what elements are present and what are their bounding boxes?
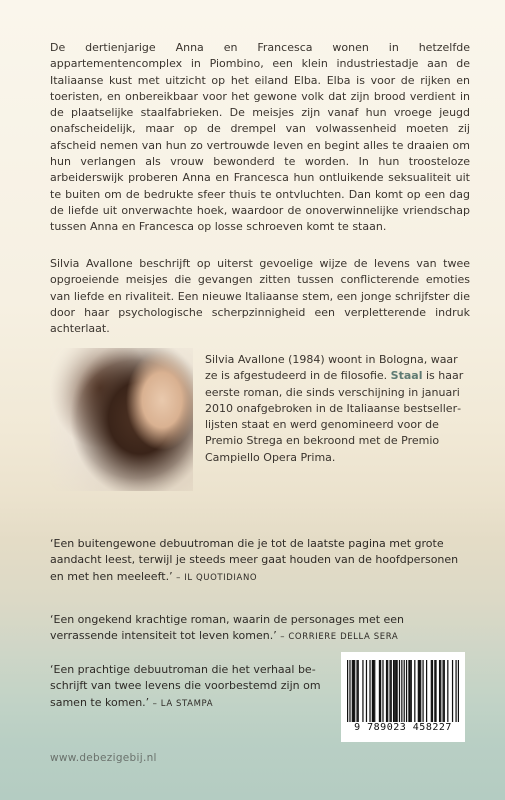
barcode-bar — [395, 660, 396, 722]
quote-source: – CORRIERE DELLA SERA — [280, 632, 399, 643]
barcode-bar — [379, 660, 380, 722]
author-bio-rest: is haar eerste roman, die sinds verschijning in januari 2010 onafgebroken in de Italiaanse bestsellerlijsten staat en werd genomineerd voor de Premio Strega en bekroond met de Premio Campiello Opera Prima. — [205, 369, 464, 464]
barcode-bar — [422, 660, 423, 722]
barcode-bar — [393, 660, 394, 722]
barcode-bar — [382, 660, 383, 722]
book-title: Staal — [390, 369, 423, 383]
barcode-bar — [452, 660, 453, 722]
barcode-bar — [399, 660, 400, 722]
barcode-bar — [389, 660, 390, 722]
barcode-bar — [419, 660, 420, 722]
barcode-digits: 9 789023 458227 — [354, 722, 452, 733]
barcode-bar — [434, 660, 435, 722]
quote-text: ‘Een ongekend krachtige roman, waarin de personages met een verrassende intensiteit tot leven komen.’ — [50, 613, 405, 643]
author-bio-intro: Silvia Avallone (1984) woont in Bologna, waar ze is afgestudeerd in de filosofie. — [205, 353, 458, 383]
review-quote-1 — [50, 536, 470, 586]
barcode-bar — [369, 660, 370, 722]
barcode-bar — [431, 660, 432, 722]
quote-text: ‘Een prachtige debuutroman die het verhaal beschrijft van twee levens die voorbestemd zijn om samen te komen.’ — [50, 663, 321, 709]
barcode-bar — [352, 660, 353, 722]
barcode-bar — [447, 660, 448, 722]
barcode-bar — [394, 660, 395, 722]
barcode-bar — [372, 660, 373, 722]
barcode-bar — [458, 660, 459, 722]
quote-text: ‘Een buitengewone debuutroman die je tot de laatste pagina met grote aandacht leest, terwijl je steeds meer gaat houden van de hoofdpersonen en met hen meeleeft.’ — [50, 537, 459, 583]
barcode-bar — [404, 660, 405, 722]
author-bio — [205, 352, 473, 466]
barcode-bar — [432, 660, 433, 722]
barcode-bar — [435, 660, 436, 722]
barcode-bar — [347, 660, 348, 722]
quote-source: – IL QUOTIDIANO — [176, 572, 258, 583]
barcode-bar — [374, 660, 375, 722]
barcode-bar — [386, 660, 387, 722]
barcode-bar — [356, 660, 357, 722]
barcode-bar — [406, 660, 407, 722]
barcode-bar — [380, 660, 381, 722]
barcode-bar — [440, 660, 441, 722]
barcode-bar — [442, 660, 443, 722]
blurb-paragraph-1: De dertienjarige Anna en Francesca wonen in hetzelfde appartementencomplex in Piombino, een klein industriestadje aan de Italiaanse kust met uitzicht op het eiland Elba. Elba is voor de rijken en toeristen, en onbereikbaar voor het gewone volk dat zijn brood verdient in de plaatselijke staalfabrieken. De meisjes zijn vanaf hun vroege jeugd onafscheidelijk, maar op de drempel van volwassenheid moeten zij afscheid nemen van hun zo vertrouwde leven en begint alles te draaien om hun verlangen als vrouw bewonderd te worden. In hun troosteloze arbeiderswijk proberen Anna en Francesca hun ontluikende seksualiteit uit te buiten om de bedrukte sfeer thuis te ontvluchten. Dan komt op een dag de liefde uit onverwachte hoek, waardoor de onoverwinnelijke vriendschap tussen Anna en Francesca op losse schroeven komt te staan. — [50, 41, 470, 234]
barcode-bar — [439, 660, 440, 722]
author-photo — [50, 348, 193, 491]
review-quote-3 — [50, 662, 330, 712]
barcode-bar — [354, 660, 355, 722]
barcode-bars — [347, 660, 459, 722]
quote-source: – LA STAMPA — [152, 698, 214, 709]
review-quote-2 — [50, 612, 470, 646]
barcode-bar — [444, 660, 445, 722]
barcode-bar — [353, 660, 354, 722]
barcode-bar — [366, 660, 367, 722]
isbn-barcode — [341, 652, 465, 742]
barcode-bar — [408, 660, 409, 722]
blurb-paragraph-2: Silvia Avallone beschrijft op uiterst gevoelige wijze de levens van twee opgroeiende meisjes die gevangen zitten tussen conflicterende emoties van liefde en rivaliteit. Een nieuwe Italiaanse stem, een jonge schrijfster die door haar psychologische scherpzinnigheid een verpletterende indruk achterlaat. — [50, 257, 470, 336]
barcode-bar — [391, 660, 392, 722]
barcode-bar — [358, 660, 359, 722]
barcode-bar — [397, 660, 398, 722]
barcode-bar — [349, 660, 350, 722]
barcode-bar — [362, 660, 363, 722]
barcode-bar — [373, 660, 374, 722]
barcode-bar — [401, 660, 402, 722]
barcode-bar — [409, 660, 410, 722]
barcode-bar — [426, 660, 427, 722]
barcode-bar — [420, 660, 421, 722]
barcode-bar — [455, 660, 456, 722]
barcode-bar — [418, 660, 419, 722]
publisher-url: www.debezigebij.nl — [50, 752, 157, 764]
barcode-bar — [414, 660, 415, 722]
barcode-bar — [387, 660, 388, 722]
barcode-bar — [411, 660, 412, 722]
